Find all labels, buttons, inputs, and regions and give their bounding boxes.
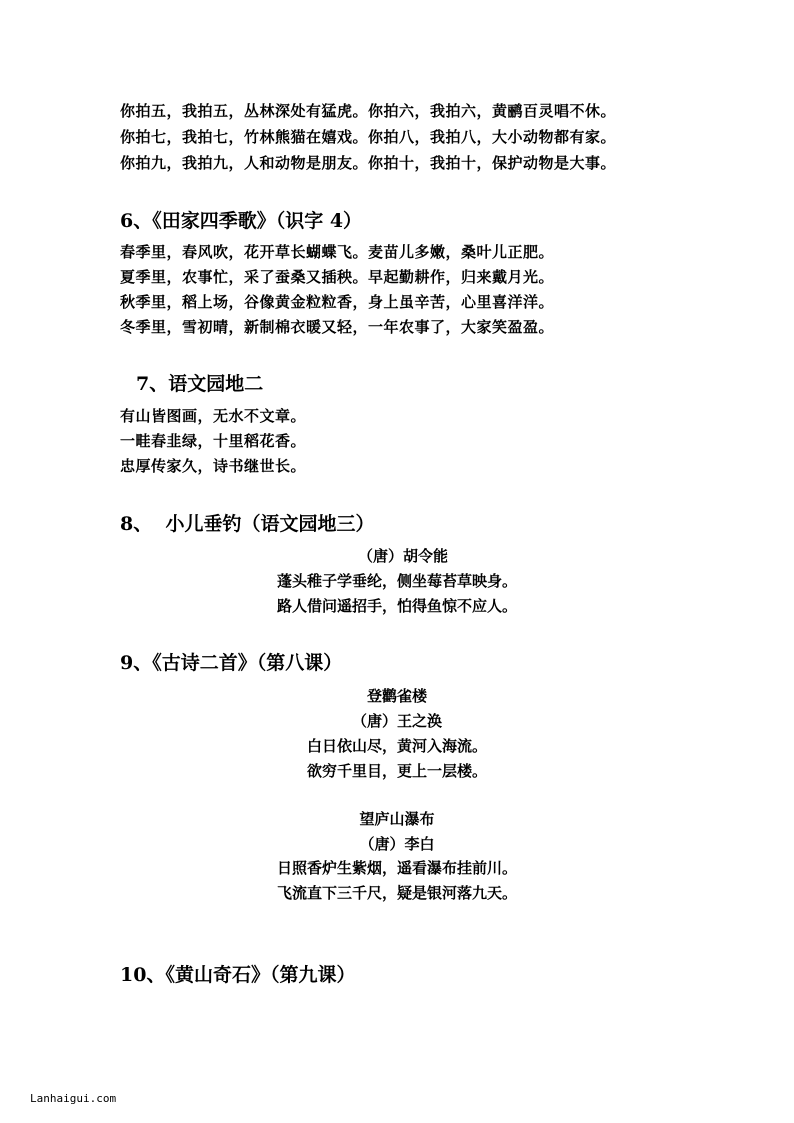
poem-title: 望庐山瀑布 [359, 810, 435, 828]
poem-line: 白日依山尽，黄河入海流。 [306, 737, 487, 755]
section6-line: 冬季里，雪初晴，新制棉衣暖又轻，一年农事了，大家笑盈盈。 [120, 318, 555, 336]
section7-line: 有山皆图画，无水不文章。 [120, 407, 307, 425]
poem-title: 登鹳雀楼 [366, 687, 427, 705]
poem-line: 欲穷千里目，更上一层楼。 [306, 762, 487, 780]
poem-author: （唐）胡令能 [357, 547, 448, 565]
section7-line: 忠厚传家久，诗书继世长。 [120, 457, 307, 475]
section-heading-10: 10、《黄山奇石》（第九课） [120, 964, 356, 986]
stanza-line: 你拍七，我拍七，竹林熊猫在嬉戏。你拍八，我拍八，大小动物都有家。 [120, 128, 617, 146]
poem-author: （唐）王之涣 [351, 712, 442, 730]
section6-line: 秋季里，稻上场，谷像黄金粒粒香，身上虽辛苦，心里喜洋洋。 [120, 293, 555, 311]
poem-line: 飞流直下三千尺，疑是银河落九天。 [276, 884, 517, 902]
stanza-line: 你拍九，我拍九，人和动物是朋友。你拍十，我拍十，保护动物是大事。 [120, 154, 617, 172]
section7-line: 一畦春韭绿，十里稻花香。 [120, 432, 307, 450]
section-heading-6: 6、《田家四季歌》（识字 4） [120, 210, 363, 232]
section-heading-9: 9、《古诗二首》（第八课） [120, 652, 343, 674]
section-heading-8: 8、 小儿垂钓（语文园地三） [120, 513, 375, 535]
poem-line: 日照香炉生紫烟，遥看瀑布挂前川。 [276, 859, 517, 877]
footer-watermark: Lanhaigui.com [30, 1092, 117, 1105]
poem-line: 路人借问遥招手，怕得鱼惊不应人。 [276, 597, 517, 615]
section-heading-7: 7、语文园地二 [136, 373, 264, 395]
poem-line: 蓬头稚子学垂纶，侧坐莓苔草映身。 [276, 572, 517, 590]
section6-line: 春季里，春风吹，花开草长蝴蝶飞。麦苗儿多嫩，桑叶儿正肥。 [120, 243, 555, 261]
poem-author: （唐）李白 [359, 835, 435, 853]
section6-line: 夏季里，农事忙，采了蚕桑又插秧。早起勤耕作，归来戴月光。 [120, 268, 555, 286]
stanza-line: 你拍五，我拍五，丛林深处有猛虎。你拍六，我拍六，黄鹂百灵唱不休。 [120, 102, 617, 120]
